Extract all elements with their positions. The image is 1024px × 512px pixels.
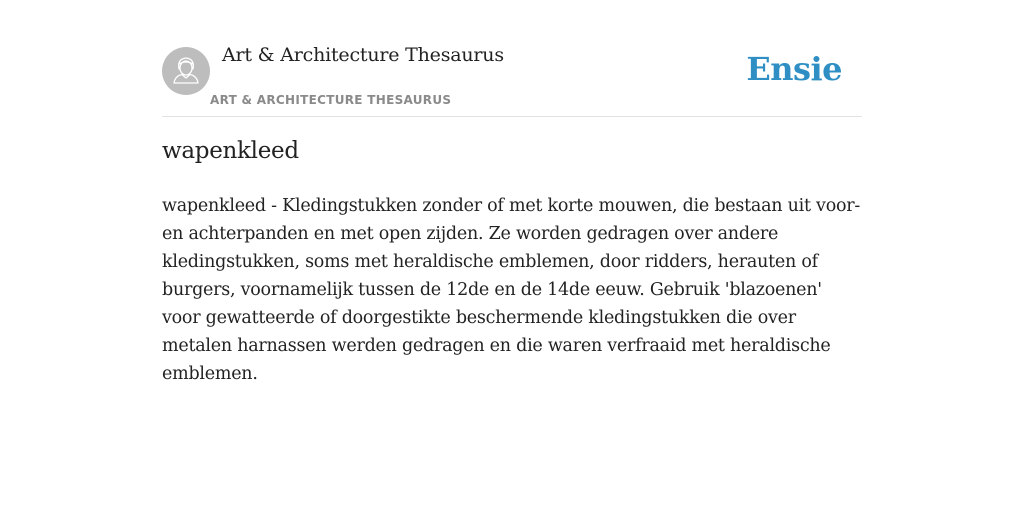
user-icon xyxy=(162,47,210,95)
entry-term: wapenkleed xyxy=(162,138,299,164)
source-title-link[interactable]: Art & Architecture Thesaurus xyxy=(222,44,504,66)
source-subtitle: ART & ARCHITECTURE THESAURUS xyxy=(210,93,452,107)
entry-definition: wapenkleed - Kledingstukken zonder of met korte mouwen, die bestaan uit voor- en achterpanden en met open zijden. Ze worden gedragen over andere kledingstukken, soms met heraldische emblemen, door ridders, herauten of burgers, voornamelijk tussen de 12de en de 14de eeuw. Gebruik 'blazoenen' voor gewatteerde of doorgestikte beschermende kledingstukken die over metalen harnassen werden gedragen en die waren verfraaid met heraldische emblemen. xyxy=(162,196,861,384)
ensie-logo[interactable]: Ensie xyxy=(746,50,842,88)
source-header xyxy=(162,0,862,117)
source-avatar[interactable] xyxy=(162,47,210,95)
